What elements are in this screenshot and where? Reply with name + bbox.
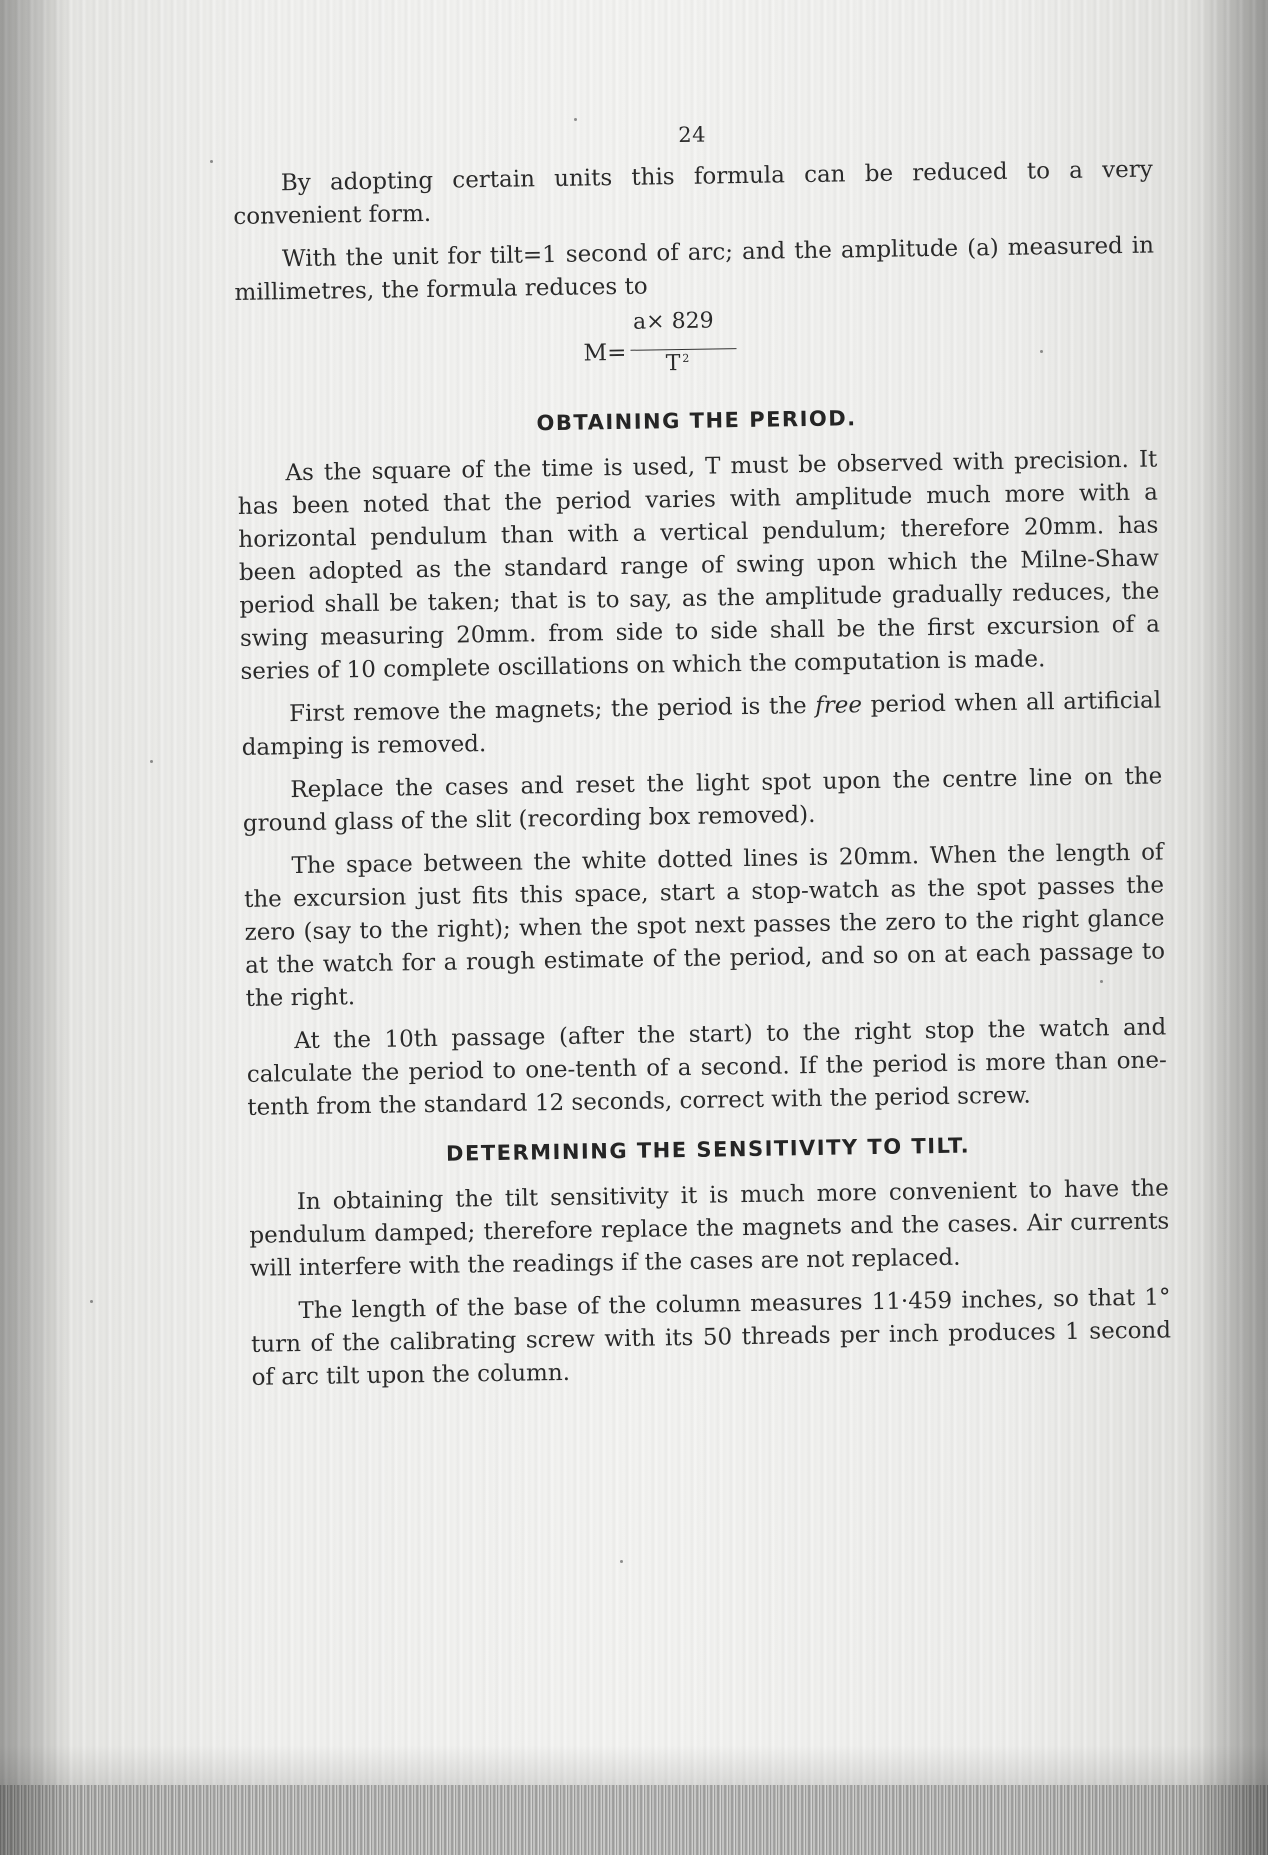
intro-paragraph-1: By adopting certain units this formula can be reduced to a very convenient form. bbox=[233, 156, 1153, 230]
formula-denominator bbox=[666, 351, 690, 376]
tilt-paragraph-1: In obtaining the tilt sensitivity it is much more convenient to have the pendulum damped; therefore replace the magnets and the cases. Air currents will interfere with the readings if the cases are not replaced. bbox=[249, 1175, 1170, 1282]
formula-exponent: 2 bbox=[682, 351, 690, 365]
scan-speck bbox=[210, 160, 213, 163]
bottom-edge-grime bbox=[0, 1785, 1268, 1855]
scan-speck bbox=[620, 1560, 623, 1563]
period-paragraph-5: At the 10th passage (after the start) to the right stop the watch and calculate the period to one-tenth of a second. If the period is more than one-tenth from the standard 12 seconds, correct with the period screw. bbox=[246, 1014, 1167, 1121]
magnification-formula bbox=[235, 302, 1156, 396]
formula-numerator: a× 829 bbox=[632, 308, 714, 335]
section-heading-sensitivity-to-tilt: DETERMINING THE SENSITIVITY TO TILT. bbox=[445, 1133, 971, 1166]
period-paragraph-2-end: period when all artificial damping is removed. bbox=[241, 687, 1162, 761]
formula-lhs: M= bbox=[583, 339, 627, 367]
period-paragraph-2 bbox=[241, 684, 1162, 764]
page-number: 24 bbox=[678, 122, 707, 147]
left-edge-shadow bbox=[0, 0, 70, 1855]
scan-speck bbox=[574, 118, 577, 121]
formula-denominator-symbol: T bbox=[665, 350, 681, 377]
period-paragraph-4: The space between the white dotted lines is 20mm. When the length of the excursion just fits this space, start a stop-watch as the spot passes the zero (say to the right); when the spot next passes the zero to the right glance at the watch for a rough estimate of the period, and so on at each passage to the right. bbox=[243, 839, 1166, 1012]
scan-speck bbox=[90, 1300, 93, 1303]
period-paragraph-2-emphasis: free bbox=[815, 692, 863, 719]
scan-speck bbox=[150, 760, 153, 763]
intro-paragraph-2: With the unit for tilt=1 second of arc; and the amplitude (a) measured in millimetres, the formula reduces to bbox=[234, 232, 1155, 306]
document-page bbox=[232, 116, 1172, 1405]
right-edge-shadow bbox=[1198, 0, 1268, 1855]
period-paragraph-1: As the square of the time is used, T must be observed with precision. It has been noted that the period varies with amplitude much more with a horizontal pendulum than with a vertical pendulum; therefore 20mm. has been adopted as the standard range of swing upon which the Milne-Shaw period shall be taken; that is to say, as the amplitude gradually reduces, the swing measuring 20mm. from side to side shall be the first excursion of a series of 10 complete oscillations on which the computation is made. bbox=[237, 446, 1161, 685]
section-heading-obtaining-period: OBTAINING THE PERIOD. bbox=[536, 406, 857, 436]
tilt-paragraph-2: The length of the base of the column measures 11·459 inches, so that 1° turn of the calibrating screw with its 50 threads per inch produces 1 second of arc tilt upon the column. bbox=[250, 1284, 1172, 1391]
period-paragraph-2-start: First remove the magnets; the period is the bbox=[288, 692, 816, 728]
period-paragraph-3: Replace the cases and reset the light spot upon the centre line on the ground glass of the slit (recording box removed). bbox=[242, 763, 1163, 837]
